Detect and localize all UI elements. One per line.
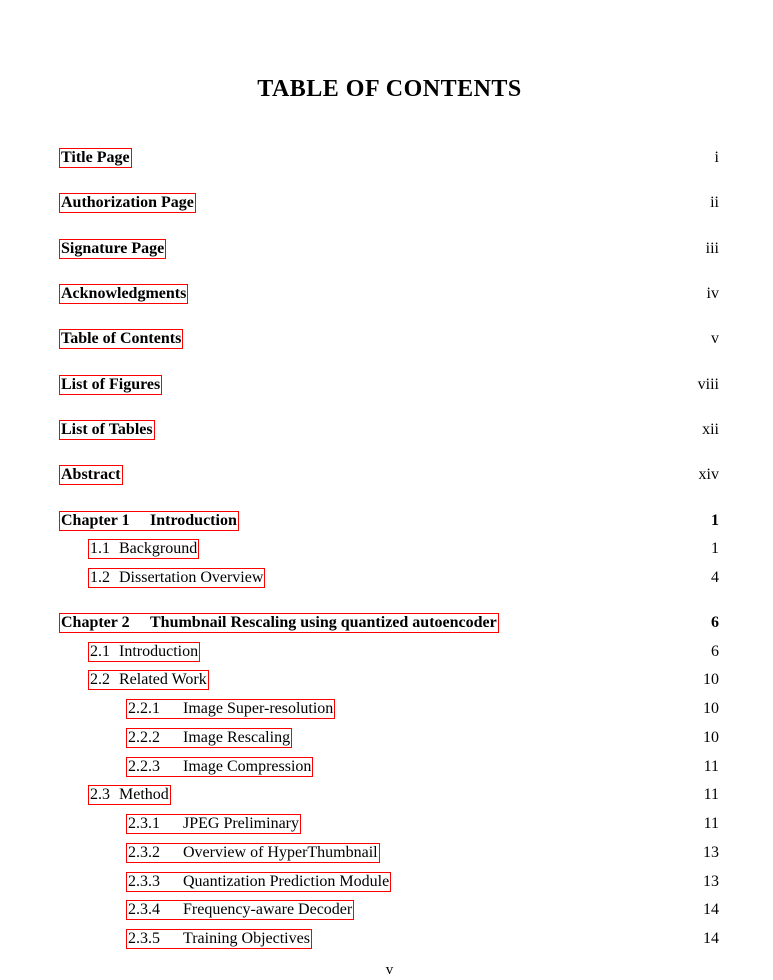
section-number: 2.3 xyxy=(90,786,110,803)
toc-entry xyxy=(0,239,773,261)
toc-page-number: 10 xyxy=(703,700,719,717)
subsection-number: 2.3.2 xyxy=(128,844,160,861)
toc-link-subsection[interactable] xyxy=(126,814,301,834)
toc-page-number: 10 xyxy=(703,671,719,688)
section-title: Dissertation Overview xyxy=(119,569,264,586)
toc-page-number: ii xyxy=(710,194,719,211)
toc-link-subsection[interactable] xyxy=(126,699,335,719)
toc-link-signature-page[interactable]: Signature Page xyxy=(61,240,165,257)
toc-link-section[interactable] xyxy=(88,568,265,588)
toc-link-subsection[interactable] xyxy=(126,728,292,748)
toc-page-number: 13 xyxy=(703,844,719,861)
section-number: 1.1 xyxy=(90,540,110,557)
toc-chapter-entry xyxy=(0,511,773,533)
toc-page-number: v xyxy=(711,330,719,347)
section-number: 1.2 xyxy=(90,569,110,586)
section-title: Method xyxy=(119,786,169,803)
toc-page-number: 14 xyxy=(703,930,719,947)
toc-entry xyxy=(0,785,773,807)
subsection-title: Image Rescaling xyxy=(183,729,291,746)
toc-link-section[interactable] xyxy=(88,670,209,690)
toc-page-number: 1 xyxy=(711,540,719,557)
toc-entry xyxy=(0,193,773,215)
toc-entry xyxy=(0,814,773,836)
subsection-title: Training Objectives xyxy=(183,930,310,947)
toc-entry xyxy=(0,420,773,442)
subsection-title: Image Compression xyxy=(183,758,312,775)
section-number: 2.1 xyxy=(90,643,110,660)
toc-page-number: 14 xyxy=(703,901,719,918)
chapter-title: Introduction xyxy=(150,512,237,529)
subsection-title: Frequency-aware Decoder xyxy=(183,901,353,918)
toc-link-authorization-page[interactable]: Authorization Page xyxy=(61,194,194,211)
toc-link-list-of-tables[interactable]: List of Tables xyxy=(61,421,153,438)
toc-page-number: iv xyxy=(706,285,719,302)
toc-page-number: viii xyxy=(697,376,719,393)
subsection-title: Quantization Prediction Module xyxy=(183,873,390,890)
toc-page-number: 4 xyxy=(711,569,719,586)
toc-page-number: 10 xyxy=(703,729,719,746)
toc-entry xyxy=(0,757,773,779)
chapter-number: Chapter 1 xyxy=(61,512,130,529)
toc-page-number: 6 xyxy=(711,614,719,631)
toc-page-number: 11 xyxy=(703,815,719,832)
toc-link-section[interactable] xyxy=(88,642,200,662)
toc-link-subsection[interactable] xyxy=(126,900,354,920)
footer-page-number: v xyxy=(385,962,394,978)
toc-entry xyxy=(0,568,773,590)
toc-link-chapter-2[interactable] xyxy=(59,613,499,633)
toc-link-subsection[interactable] xyxy=(126,843,380,863)
toc-entry xyxy=(0,539,773,561)
toc-page-number: xii xyxy=(702,421,719,438)
toc-chapter-entry xyxy=(0,613,773,635)
toc-entry xyxy=(0,375,773,397)
subsection-number: 2.2.3 xyxy=(128,758,160,775)
toc-link-list-of-figures[interactable]: List of Figures xyxy=(61,376,161,393)
toc-link-subsection[interactable] xyxy=(126,929,312,949)
subsection-number: 2.2.1 xyxy=(128,700,160,717)
subsection-number: 2.3.4 xyxy=(128,901,160,918)
toc-entry xyxy=(0,329,773,351)
toc-page-number: 1 xyxy=(711,512,719,529)
toc-entry xyxy=(0,642,773,664)
subsection-title: JPEG Preliminary xyxy=(183,815,299,832)
toc-page-number: xiv xyxy=(698,466,719,483)
toc-page-number: i xyxy=(714,149,719,166)
subsection-number: 2.3.3 xyxy=(128,873,160,890)
section-title: Introduction xyxy=(119,643,199,660)
toc-entry xyxy=(0,148,773,170)
page-title: TABLE OF CONTENTS xyxy=(257,76,522,102)
toc-link-section[interactable] xyxy=(88,539,199,559)
subsection-number: 2.3.1 xyxy=(128,815,160,832)
subsection-number: 2.3.5 xyxy=(128,930,160,947)
section-title: Related Work xyxy=(119,671,207,688)
toc-page-number: 13 xyxy=(703,873,719,890)
toc-link-title-page[interactable]: Title Page xyxy=(61,149,130,166)
toc-entry xyxy=(0,465,773,487)
toc-page-number: 11 xyxy=(703,758,719,775)
toc-link-section[interactable] xyxy=(88,785,171,805)
subsection-number: 2.2.2 xyxy=(128,729,160,746)
toc-link-table-of-contents[interactable]: Table of Contents xyxy=(61,330,182,347)
toc-entry xyxy=(0,900,773,922)
subsection-title: Image Super-resolution xyxy=(183,700,334,717)
toc-link-subsection[interactable] xyxy=(126,872,391,892)
toc-entry xyxy=(0,843,773,865)
toc-page-number: iii xyxy=(705,240,719,257)
toc-link-subsection[interactable] xyxy=(126,757,313,777)
subsection-title: Overview of HyperThumbnail xyxy=(183,844,378,861)
toc-link-chapter-1[interactable] xyxy=(59,511,239,531)
toc-link-acknowledgments[interactable]: Acknowledgments xyxy=(61,285,187,302)
toc-page-number: 11 xyxy=(703,786,719,803)
section-number: 2.2 xyxy=(90,671,110,688)
toc-entry xyxy=(0,699,773,721)
toc-entry xyxy=(0,929,773,951)
chapter-number: Chapter 2 xyxy=(61,614,130,631)
section-title: Background xyxy=(119,540,198,557)
toc-page-number: 6 xyxy=(711,643,719,660)
toc-entry xyxy=(0,284,773,306)
toc-entry xyxy=(0,728,773,750)
chapter-title: Thumbnail Rescaling using quantized autoencoder xyxy=(150,614,497,631)
toc-entry xyxy=(0,872,773,894)
toc-link-abstract[interactable]: Abstract xyxy=(61,466,121,483)
toc-entry xyxy=(0,670,773,692)
